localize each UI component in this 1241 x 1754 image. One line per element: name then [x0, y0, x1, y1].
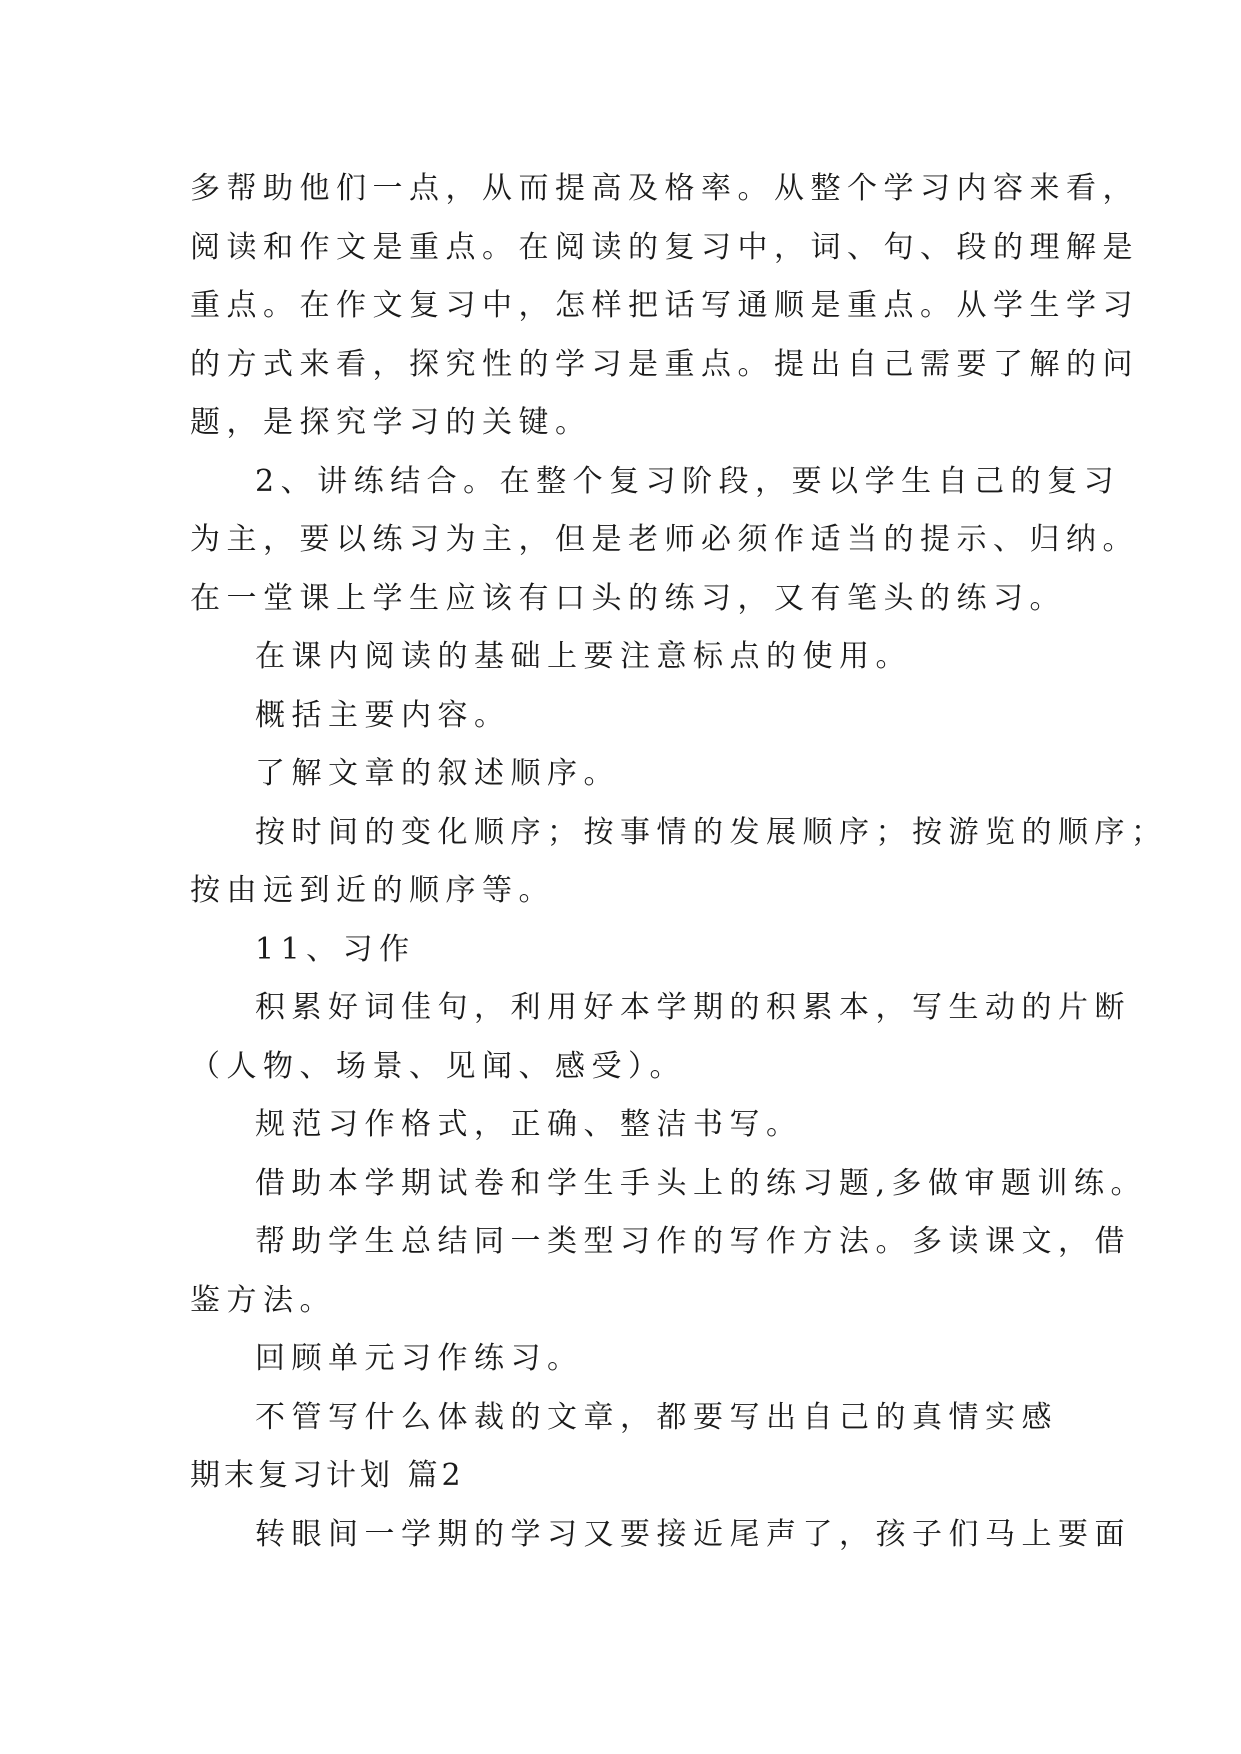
paragraph-line: 了解文章的叙述顺序。 — [255, 756, 620, 791]
paragraph-line: 按时间的变化顺序；按事情的发展顺序；按游览的顺序； — [255, 814, 1168, 850]
paragraph-line: 回顾单元习作练习。 — [255, 1341, 584, 1376]
paragraph-line: 多帮助他们一点，从而提高及格率。从整个学习内容来看， — [190, 171, 1139, 206]
paragraph-line: 题，是探究学习的关键。 — [190, 405, 592, 440]
paragraph-line: 按由远到近的顺序等。 — [190, 873, 555, 908]
document-body — [190, 160, 1168, 1564]
section-title: 期末复习计划 篇2 — [190, 1458, 465, 1493]
section-heading: 11、习作 — [255, 931, 416, 967]
paragraph-line: 在课内阅读的基础上要注意标点的使用。 — [255, 639, 912, 674]
paragraph-line: 规范习作格式，正确、整洁书写。 — [255, 1107, 803, 1142]
paragraph-line: （人物、场景、见闻、感受）。 — [190, 1048, 686, 1084]
paragraph-line: 2、讲练结合。在整个复习阶段，要以学生自己的复习 — [255, 463, 1121, 499]
paragraph-line: 在一堂课上学生应该有口头的练习，又有笔头的练习。 — [190, 580, 1066, 616]
paragraph-line: 阅读和作文是重点。在阅读的复习中，词、句、段的理解是 — [190, 229, 1139, 265]
paragraph-line: 积累好词佳句，利用好本学期的积累本，写生动的片断 — [255, 990, 1131, 1025]
paragraph-line: 为主，要以练习为主，但是老师必须作适当的提示、归纳。 — [190, 522, 1139, 557]
paragraph-line: 不管写什么体裁的文章，都要写出自己的真情实感 — [255, 1399, 1058, 1435]
paragraph-line: 概括主要内容。 — [255, 697, 511, 733]
paragraph-line: 的方式来看，探究性的学习是重点。提出自己需要了解的问 — [190, 346, 1139, 382]
paragraph-line: 重点。在作文复习中，怎样把话写通顺是重点。从学生学习 — [190, 288, 1139, 323]
paragraph-line: 转眼间一学期的学习又要接近尾声了，孩子们马上要面 — [255, 1516, 1131, 1552]
paragraph-line: 借助本学期试卷和学生手头上的练习题,多做审题训练。 — [255, 1165, 1148, 1201]
paragraph-line: 鉴方法。 — [190, 1282, 336, 1318]
paragraph-line: 帮助学生总结同一类型习作的写作方法。多读课文，借 — [255, 1224, 1131, 1259]
